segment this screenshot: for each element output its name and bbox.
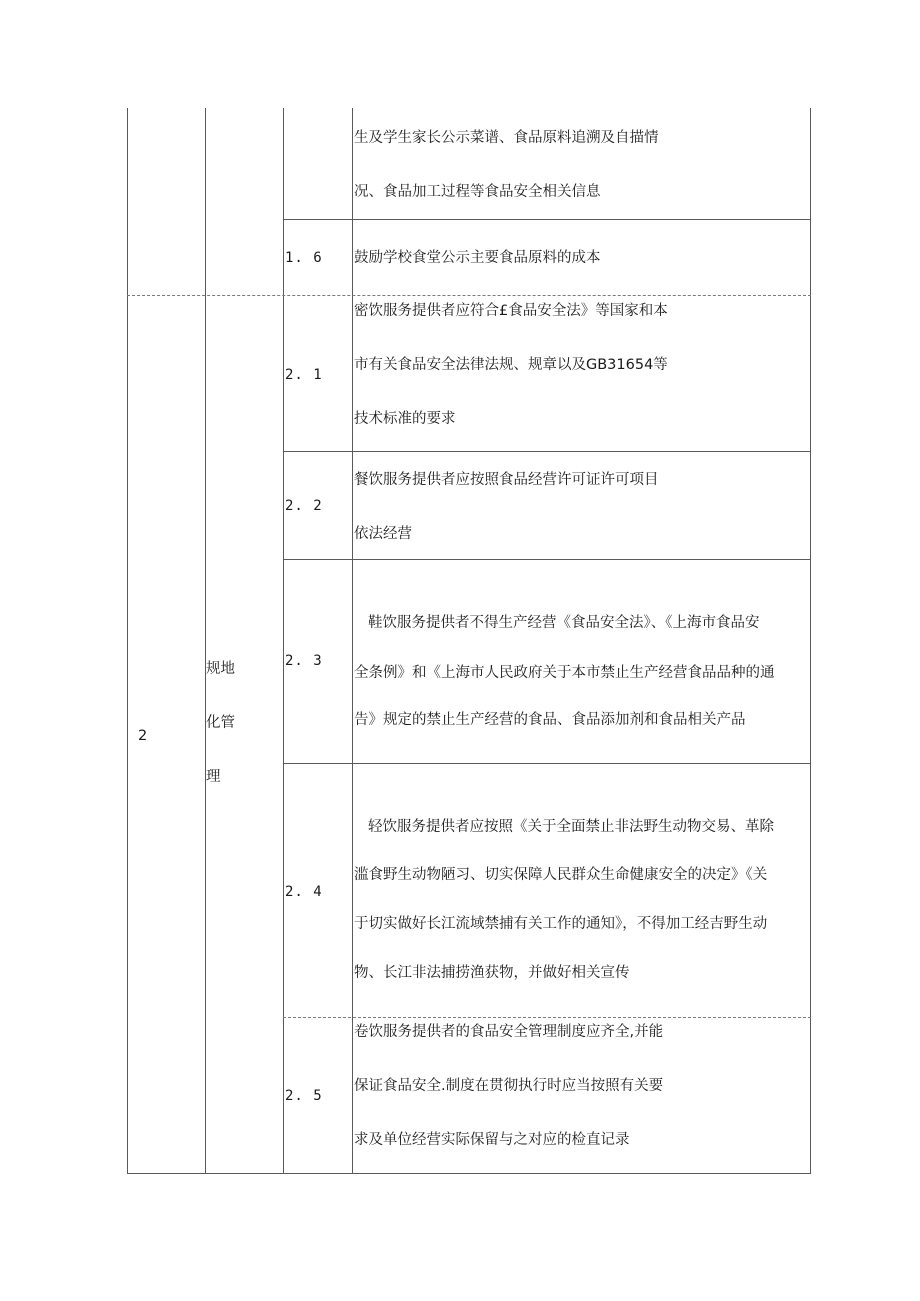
item-number-1-6: 1. 6 — [285, 250, 323, 266]
section-category-line-3: 理 — [206, 769, 221, 785]
item-2-3-line-2: 全条例》和《上海市人民政府关于本市禁止生产经营食品品种的通 — [354, 665, 775, 681]
section-category-line-1: 规地 — [206, 661, 235, 677]
item-2-2-line-1: 餐饮服务提供者应按照食品经营许可证许可项目 — [354, 472, 659, 488]
column-divider-number — [352, 108, 353, 1174]
row-divider-2-3-top — [283, 559, 811, 560]
item-2-5-line-2: 保证食品安全.制度在贯彻执行时应当按照有关要 — [354, 1078, 664, 1094]
item-number-2-2: 2. 2 — [285, 498, 323, 514]
item-2-4-line-1: 轻饮服务提供者应按照《关于全面禁止非法野生动物交易、革除 — [368, 819, 774, 835]
item-number-2-5: 2. 5 — [285, 1088, 323, 1104]
item-2-4-line-3: 于切实做好长江流域禁捕有关工作的通知》，不得加工经吉野生动 — [354, 916, 768, 932]
row-divider-1-6-top — [283, 219, 811, 220]
row-divider-2-4-top — [283, 763, 811, 764]
item-2-3-line-1: 鞋饮服务提供者不得生产经营《食品安全法》、《上海市食品安 — [368, 615, 760, 631]
column-divider-category — [283, 108, 284, 1174]
item-2-4-line-2: 滥食野生动物陋习、切实保障人民群众生命健康安全的决定》《关 — [354, 867, 768, 883]
section-index: 2 — [138, 728, 148, 744]
item-2-2-line-2: 依法经营 — [354, 526, 412, 542]
continued-content-line-1: 生及学生家长公示菜谱、食品原料追溯及自描情 — [354, 130, 659, 146]
item-2-3-line-3: 告》规定的禁止生产经营的食品、食品添加剂和食品相关产品 — [354, 712, 746, 728]
row-divider-2-2-top — [283, 451, 811, 452]
item-number-2-3: 2. 3 — [285, 653, 323, 669]
table-border-right — [810, 108, 811, 1174]
row-divider-2-5-top — [283, 1017, 811, 1018]
table-border-left — [127, 108, 128, 1174]
item-2-4-line-4: 物、长江非法捕捞渔获物，并做好相关宣传 — [354, 965, 630, 981]
item-number-2-4: 2. 4 — [285, 884, 323, 900]
column-divider-index — [205, 108, 206, 1174]
item-2-1-line-1: 密饮服务提供者应符合£食品安全法》等国家和本 — [354, 303, 668, 319]
item-content-1-6: 鼓励学校食堂公示主要食品原料的成本 — [354, 250, 601, 266]
item-2-1-line-2: 市有关食品安全法律法规、规章以及GB31654等 — [354, 357, 668, 373]
item-number-2-1: 2. 1 — [285, 367, 323, 383]
item-2-5-line-1: 卷饮服务提供者的食品安全管理制度应齐全,并能 — [354, 1024, 664, 1040]
table-border-bottom — [127, 1173, 811, 1174]
item-2-1-line-3: 技术标准的要求 — [354, 411, 456, 427]
item-2-5-line-3: 求及单位经营实际保留与之对应的检直记录 — [354, 1132, 630, 1148]
section-category-line-2: 化管 — [206, 715, 235, 731]
continued-content-line-2: 况、食品加工过程等食品安全相关信息 — [354, 184, 601, 200]
section-divider-2-top — [127, 295, 811, 296]
